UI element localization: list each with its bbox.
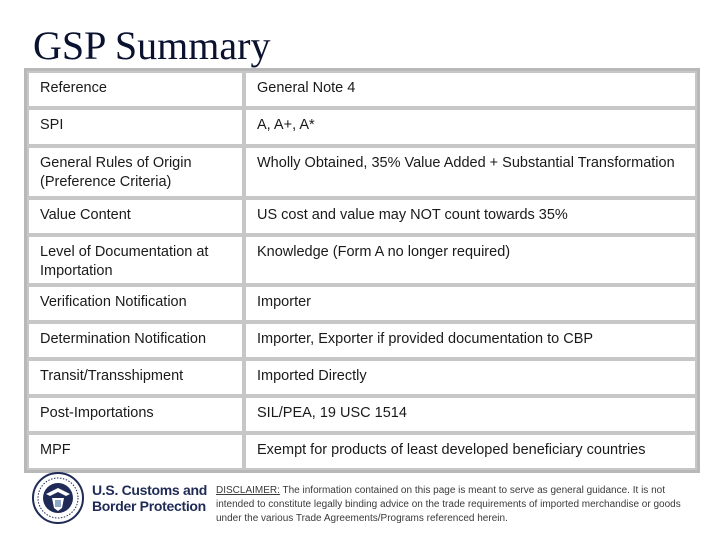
dhs-seal-icon: [32, 472, 84, 524]
table-row: [27, 198, 697, 235]
agency-name: [92, 482, 207, 514]
row-label: Value Content: [27, 198, 244, 235]
row-label: General Rules of Origin (Preference Criteria): [27, 146, 244, 198]
agency-line-2: Border Protection: [92, 498, 206, 514]
row-value: US cost and value may NOT count towards 35%: [244, 198, 697, 235]
disclaimer: [216, 484, 704, 526]
row-label: SPI: [27, 108, 244, 146]
row-value: Imported Directly: [244, 359, 697, 396]
row-value: General Note 4: [244, 71, 697, 108]
row-value: Knowledge (Form A no longer required): [244, 235, 697, 285]
row-label: Post-Importations: [27, 396, 244, 433]
row-value: Importer, Exporter if provided documentation to CBP: [244, 322, 697, 359]
agency-line-1: U.S. Customs and: [92, 482, 207, 498]
row-value: SIL/PEA, 19 USC 1514: [244, 396, 697, 433]
row-label: Determination Notification: [27, 322, 244, 359]
table-row: [27, 396, 697, 433]
cbp-logo: [32, 472, 210, 528]
row-label: Reference: [27, 71, 244, 108]
row-value: Importer: [244, 285, 697, 322]
table-row: [27, 71, 697, 108]
row-label: Level of Documentation at Importation: [27, 235, 244, 285]
row-value: A, A+, A*: [244, 108, 697, 146]
row-label: MPF: [27, 433, 244, 470]
row-value: Exempt for products of least developed beneficiary countries: [244, 433, 697, 470]
disclaimer-label: DISCLAIMER:: [216, 485, 280, 496]
page-title: GSP Summary: [33, 23, 271, 68]
gsp-summary-table: [24, 68, 700, 473]
row-label: Verification Notification: [27, 285, 244, 322]
table-row: [27, 285, 697, 322]
disclaimer-text: The information contained on this page is meant to serve as general guidance. It is not intended to constitute legally binding advice on the trade requirements of imported merchandise or goods under the various Trade Agreements/Programs referenced herein.: [216, 485, 681, 524]
table-row: [27, 322, 697, 359]
row-value: Wholly Obtained, 35% Value Added + Substantial Transformation: [244, 146, 697, 198]
table-row: [27, 235, 697, 285]
table-row: [27, 359, 697, 396]
row-label: Transit/Transshipment: [27, 359, 244, 396]
table-row: [27, 433, 697, 470]
table-row: [27, 108, 697, 146]
table-row: [27, 146, 697, 198]
